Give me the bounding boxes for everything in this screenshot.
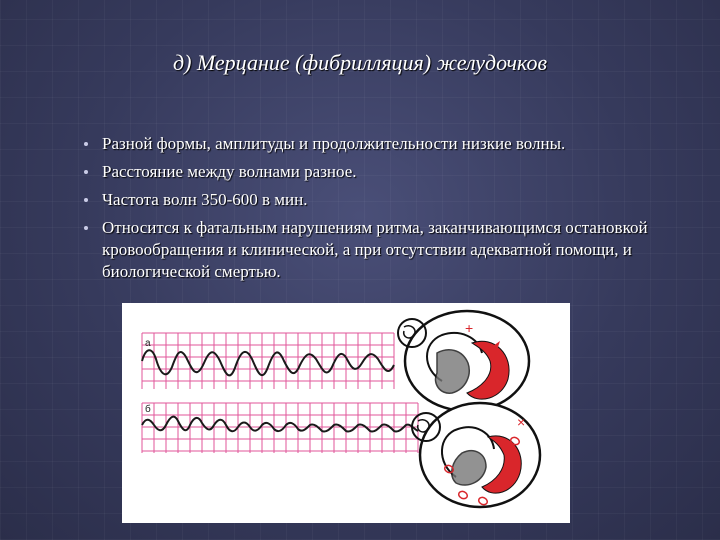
ecg-grid	[142, 333, 418, 453]
slide-title: д) Мерцание (фибрилляция) желудочков	[172, 50, 548, 75]
bullet-item	[82, 133, 672, 155]
ecg-trace-a	[142, 350, 394, 375]
heart-diagram-bottom	[412, 403, 540, 507]
bullet-item	[82, 189, 672, 211]
bullet-text: Относится к фатальным нарушениям ритма, заканчивающимся остановкой кровообращения и клинической, а при отсутствии адекватной помощи, и биологической смертью.	[102, 218, 648, 281]
bullet-dot-icon	[84, 142, 88, 146]
heart-diagram-top	[398, 311, 529, 411]
bullet-text: Расстояние между волнами разное.	[102, 162, 357, 181]
bullet-text: Разной формы, амплитуды и продолжительности низкие волны.	[102, 134, 566, 153]
bullet-dot-icon	[84, 226, 88, 230]
bullet-text: Частота волн 350-600 в мин.	[102, 190, 308, 209]
bullet-list	[82, 133, 672, 289]
trace-label-b: б	[145, 404, 151, 415]
ecg-heart-figure	[122, 303, 570, 523]
bullet-dot-icon	[84, 198, 88, 202]
heart-mark-cross: ×	[517, 414, 526, 430]
bullet-item	[82, 217, 672, 283]
bullet-item	[82, 161, 672, 183]
ecg-trace-b	[142, 417, 418, 432]
heart-mark-plus: +	[465, 320, 474, 336]
bullet-dot-icon	[84, 170, 88, 174]
trace-label-a: а	[145, 338, 151, 349]
